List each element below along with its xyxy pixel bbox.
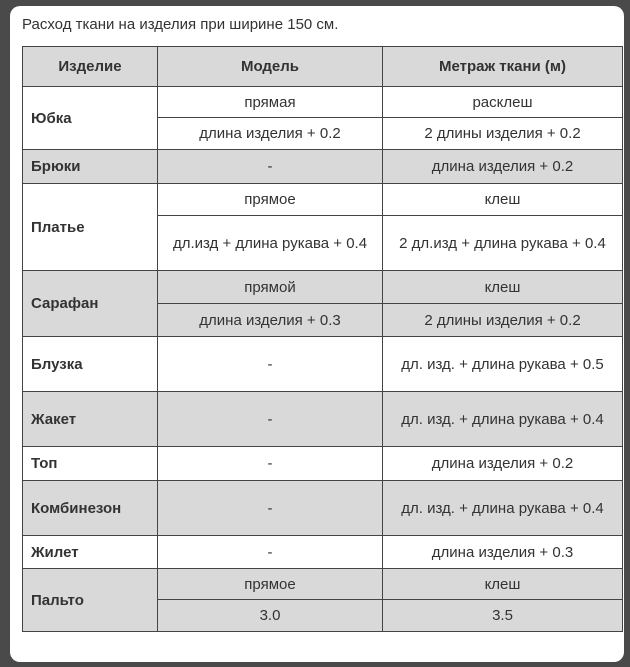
fabric-cell: расклеш <box>383 87 623 118</box>
model-cell: прямой <box>158 271 383 304</box>
model-cell: - <box>158 392 383 447</box>
model-cell: - <box>158 481 383 536</box>
item-name: Сарафан <box>23 271 158 337</box>
header-row <box>23 47 623 87</box>
model-cell: - <box>158 447 383 481</box>
fabric-consumption-table <box>22 46 623 632</box>
model-cell: - <box>158 337 383 392</box>
item-name: Жилет <box>23 536 158 569</box>
item-name: Пальто <box>23 569 158 632</box>
model-cell: прямая <box>158 87 383 118</box>
item-name: Брюки <box>23 150 158 184</box>
fabric-cell: клеш <box>383 184 623 216</box>
header-item: Изделие <box>23 47 158 87</box>
table-row <box>23 150 623 184</box>
item-name: Комбинезон <box>23 481 158 536</box>
fabric-cell: длина изделия + 0.2 <box>383 150 623 184</box>
table-card <box>10 6 624 662</box>
table-row <box>23 536 623 569</box>
fabric-cell: 2 длины изделия + 0.2 <box>383 118 623 150</box>
model-cell: длина изделия + 0.3 <box>158 304 383 337</box>
table-row <box>23 447 623 481</box>
fabric-cell: длина изделия + 0.2 <box>383 447 623 481</box>
fabric-cell: 3.5 <box>383 600 623 632</box>
fabric-cell: клеш <box>383 271 623 304</box>
item-name: Жакет <box>23 392 158 447</box>
table-row <box>23 271 623 304</box>
fabric-cell: длина изделия + 0.3 <box>383 536 623 569</box>
table-row <box>23 337 623 392</box>
fabric-cell: 2 дл.изд + длина рукава + 0.4 <box>383 216 623 271</box>
item-name: Топ <box>23 447 158 481</box>
model-cell: дл.изд + длина рукава + 0.4 <box>158 216 383 271</box>
model-cell: прямое <box>158 569 383 600</box>
header-fabric: Метраж ткани (м) <box>383 47 623 87</box>
table-row <box>23 481 623 536</box>
model-cell: - <box>158 536 383 569</box>
table-row <box>23 569 623 600</box>
table-row <box>23 392 623 447</box>
header-model: Модель <box>158 47 383 87</box>
model-cell: длина изделия + 0.2 <box>158 118 383 150</box>
table-row <box>23 184 623 216</box>
model-cell: 3.0 <box>158 600 383 632</box>
item-name: Юбка <box>23 87 158 150</box>
fabric-cell: дл. изд. + длина рукава + 0.4 <box>383 481 623 536</box>
table-caption: Расход ткани на изделия при ширине 150 см. <box>22 16 339 33</box>
model-cell: прямое <box>158 184 383 216</box>
fabric-cell: дл. изд. + длина рукава + 0.5 <box>383 337 623 392</box>
item-name: Платье <box>23 184 158 271</box>
fabric-cell: 2 длины изделия + 0.2 <box>383 304 623 337</box>
fabric-cell: клеш <box>383 569 623 600</box>
item-name: Блузка <box>23 337 158 392</box>
fabric-cell: дл. изд. + длина рукава + 0.4 <box>383 392 623 447</box>
table-row <box>23 87 623 118</box>
model-cell: - <box>158 150 383 184</box>
